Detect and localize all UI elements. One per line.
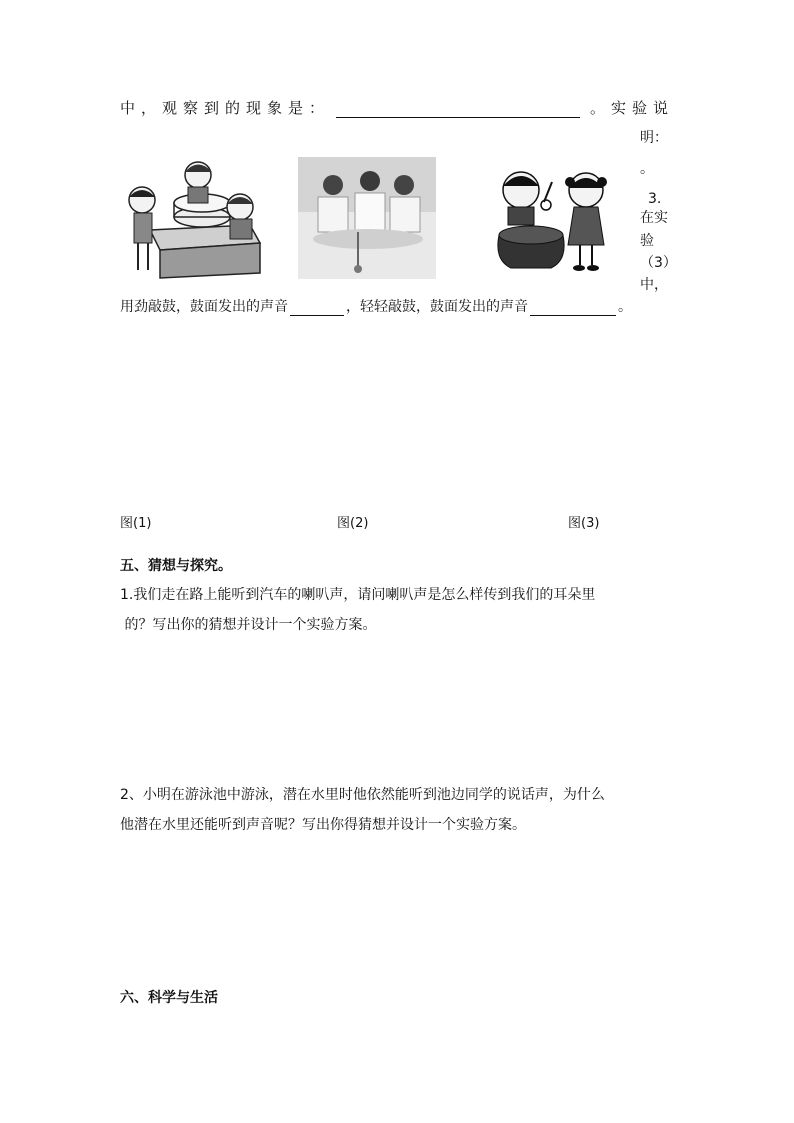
question-1 xyxy=(120,580,680,640)
figure-2-image xyxy=(298,157,436,279)
side-text-2: 。 xyxy=(640,161,654,177)
figure-3-caption: 图(3) xyxy=(568,516,600,531)
exp3-blank-2[interactable] xyxy=(530,301,616,316)
side-text-3: 3. xyxy=(648,191,662,207)
exp2-mid: 。实验说 xyxy=(590,99,675,117)
figure-2-caption: 图(2) xyxy=(337,516,369,531)
side-text-5: 验 xyxy=(640,233,654,249)
exp3-drum-line xyxy=(120,296,632,316)
exp3-text-1: 用劲敲鼓，鼓面发出的声音 xyxy=(120,299,288,315)
question-2-line-2: 他潜在水里还能听到声音呢？写出你得猜想并设计一个实验方案。 xyxy=(120,817,526,833)
exp2-prefix: 中，观察到的现象是： xyxy=(120,99,331,117)
exp2-observation-line xyxy=(120,97,674,118)
exp2-blank[interactable] xyxy=(336,101,580,118)
question-1-line-1: 1.我们走在路上能听到汽车的喇叭声，请问喇叭声是怎么样传到我们的耳朵里 xyxy=(120,587,596,603)
section-5-heading: 五、猜想与探究。 xyxy=(120,558,232,574)
section-6-heading: 六、科学与生活 xyxy=(120,990,218,1006)
side-text-6: （3） xyxy=(640,255,677,271)
question-2-line-1: 2、小明在游泳池中游泳，潜在水里时他依然能听到池边同学的说话声，为什么 xyxy=(120,787,605,803)
side-text-4: 在实 xyxy=(640,210,668,226)
exp3-blank-1[interactable] xyxy=(290,301,344,316)
question-2 xyxy=(120,780,680,840)
side-text-1: 明： xyxy=(640,130,668,146)
figure-1-image xyxy=(120,155,270,280)
side-text-7: 中， xyxy=(640,277,668,293)
exp3-text-3: 。 xyxy=(618,299,632,315)
figure-3-image xyxy=(486,160,631,275)
figure-1-caption: 图(1) xyxy=(120,516,152,531)
question-1-line-2: 的？写出你的猜想并设计一个实验方案。 xyxy=(120,617,377,633)
exp3-text-2: ，轻轻敲鼓，鼓面发出的声音 xyxy=(346,299,528,315)
